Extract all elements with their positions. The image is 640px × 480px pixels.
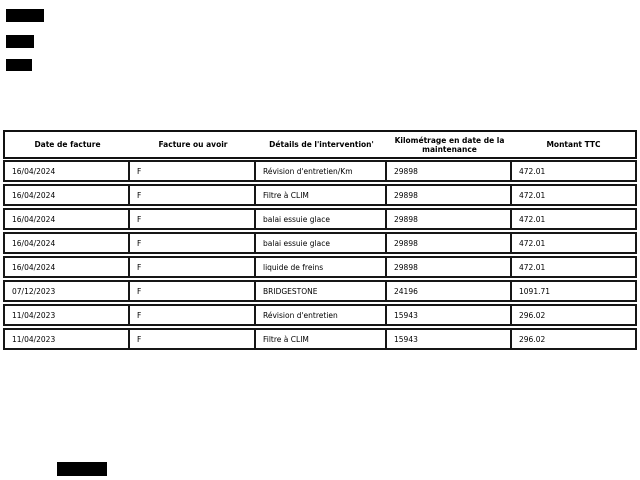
invoice-date-cell: 16/04/2024 [5,162,130,180]
intervention-details-cell: Révision d'entretien/Km [256,162,387,180]
mileage-cell: 29898 [387,258,512,276]
table-row [3,256,637,278]
intervention-details-cell: Filtre à CLIM [256,330,387,348]
amount-ttc-cell: 472.01 [519,190,546,200]
column-header-invoice-date: Date de facture [34,140,101,149]
invoice-date-cell: 07/12/2023 [5,282,130,300]
amount-ttc-cell: 472.01 [519,214,546,224]
maintenance-invoice-table [3,130,637,350]
intervention-details-cell: Révision d'entretien [256,306,387,324]
mileage-cell: 29898 [387,186,512,204]
column-header-intervention-details: Détails de l'intervention' [269,140,374,149]
mileage-cell: 29898 [387,210,512,228]
intervention-details-cell: Filtre à CLIM [256,186,387,204]
column-header-mileage: Kilométrage en date de la maintenance [394,135,505,154]
redacted-text-block [57,462,107,476]
amount-ttc-cell: 472.01 [519,262,546,272]
mileage-cell: 29898 [387,162,512,180]
redacted-text-block [6,35,34,48]
intervention-details-cell: liquide de freins [256,258,387,276]
invoice-type-cell: F [130,186,256,204]
table-row [3,160,637,182]
invoice-date-cell: 16/04/2024 [5,186,130,204]
redacted-text-block [6,59,32,71]
invoice-date-cell: 16/04/2024 [5,234,130,252]
invoice-type-cell: F [130,258,256,276]
amount-ttc-cell: 472.01 [519,166,546,176]
table-row [3,280,637,302]
invoice-type-cell: F [130,162,256,180]
invoice-type-cell: F [130,330,256,348]
column-header-invoice-or-credit: Facture ou avoir [158,140,228,149]
mileage-cell: 29898 [387,234,512,252]
intervention-details-cell: BRIDGESTONE [256,282,387,300]
table-header-row [3,130,637,159]
mileage-cell: 15943 [387,330,512,348]
amount-ttc-cell: 472.01 [519,238,546,248]
invoice-date-cell: 16/04/2024 [5,210,130,228]
table-row [3,184,637,206]
invoice-type-cell: F [130,282,256,300]
mileage-cell: 15943 [387,306,512,324]
invoice-date-cell: 16/04/2024 [5,258,130,276]
intervention-details-cell: balai essuie glace [256,234,387,252]
amount-ttc-cell: 296.02 [519,310,546,320]
invoice-date-cell: 11/04/2023 [5,306,130,324]
table-row [3,208,637,230]
table-body [3,160,637,350]
amount-ttc-cell: 296.02 [519,334,546,344]
table-row [3,328,637,350]
redacted-text-block [6,9,44,22]
amount-ttc-cell: 1091.71 [519,286,551,296]
invoice-type-cell: F [130,234,256,252]
table-row [3,304,637,326]
invoice-type-cell: F [130,210,256,228]
intervention-details-cell: balai essuie glace [256,210,387,228]
column-header-amount-ttc: Montant TTC [546,140,601,149]
table-row [3,232,637,254]
mileage-cell: 24196 [387,282,512,300]
invoice-type-cell: F [130,306,256,324]
invoice-date-cell: 11/04/2023 [5,330,130,348]
